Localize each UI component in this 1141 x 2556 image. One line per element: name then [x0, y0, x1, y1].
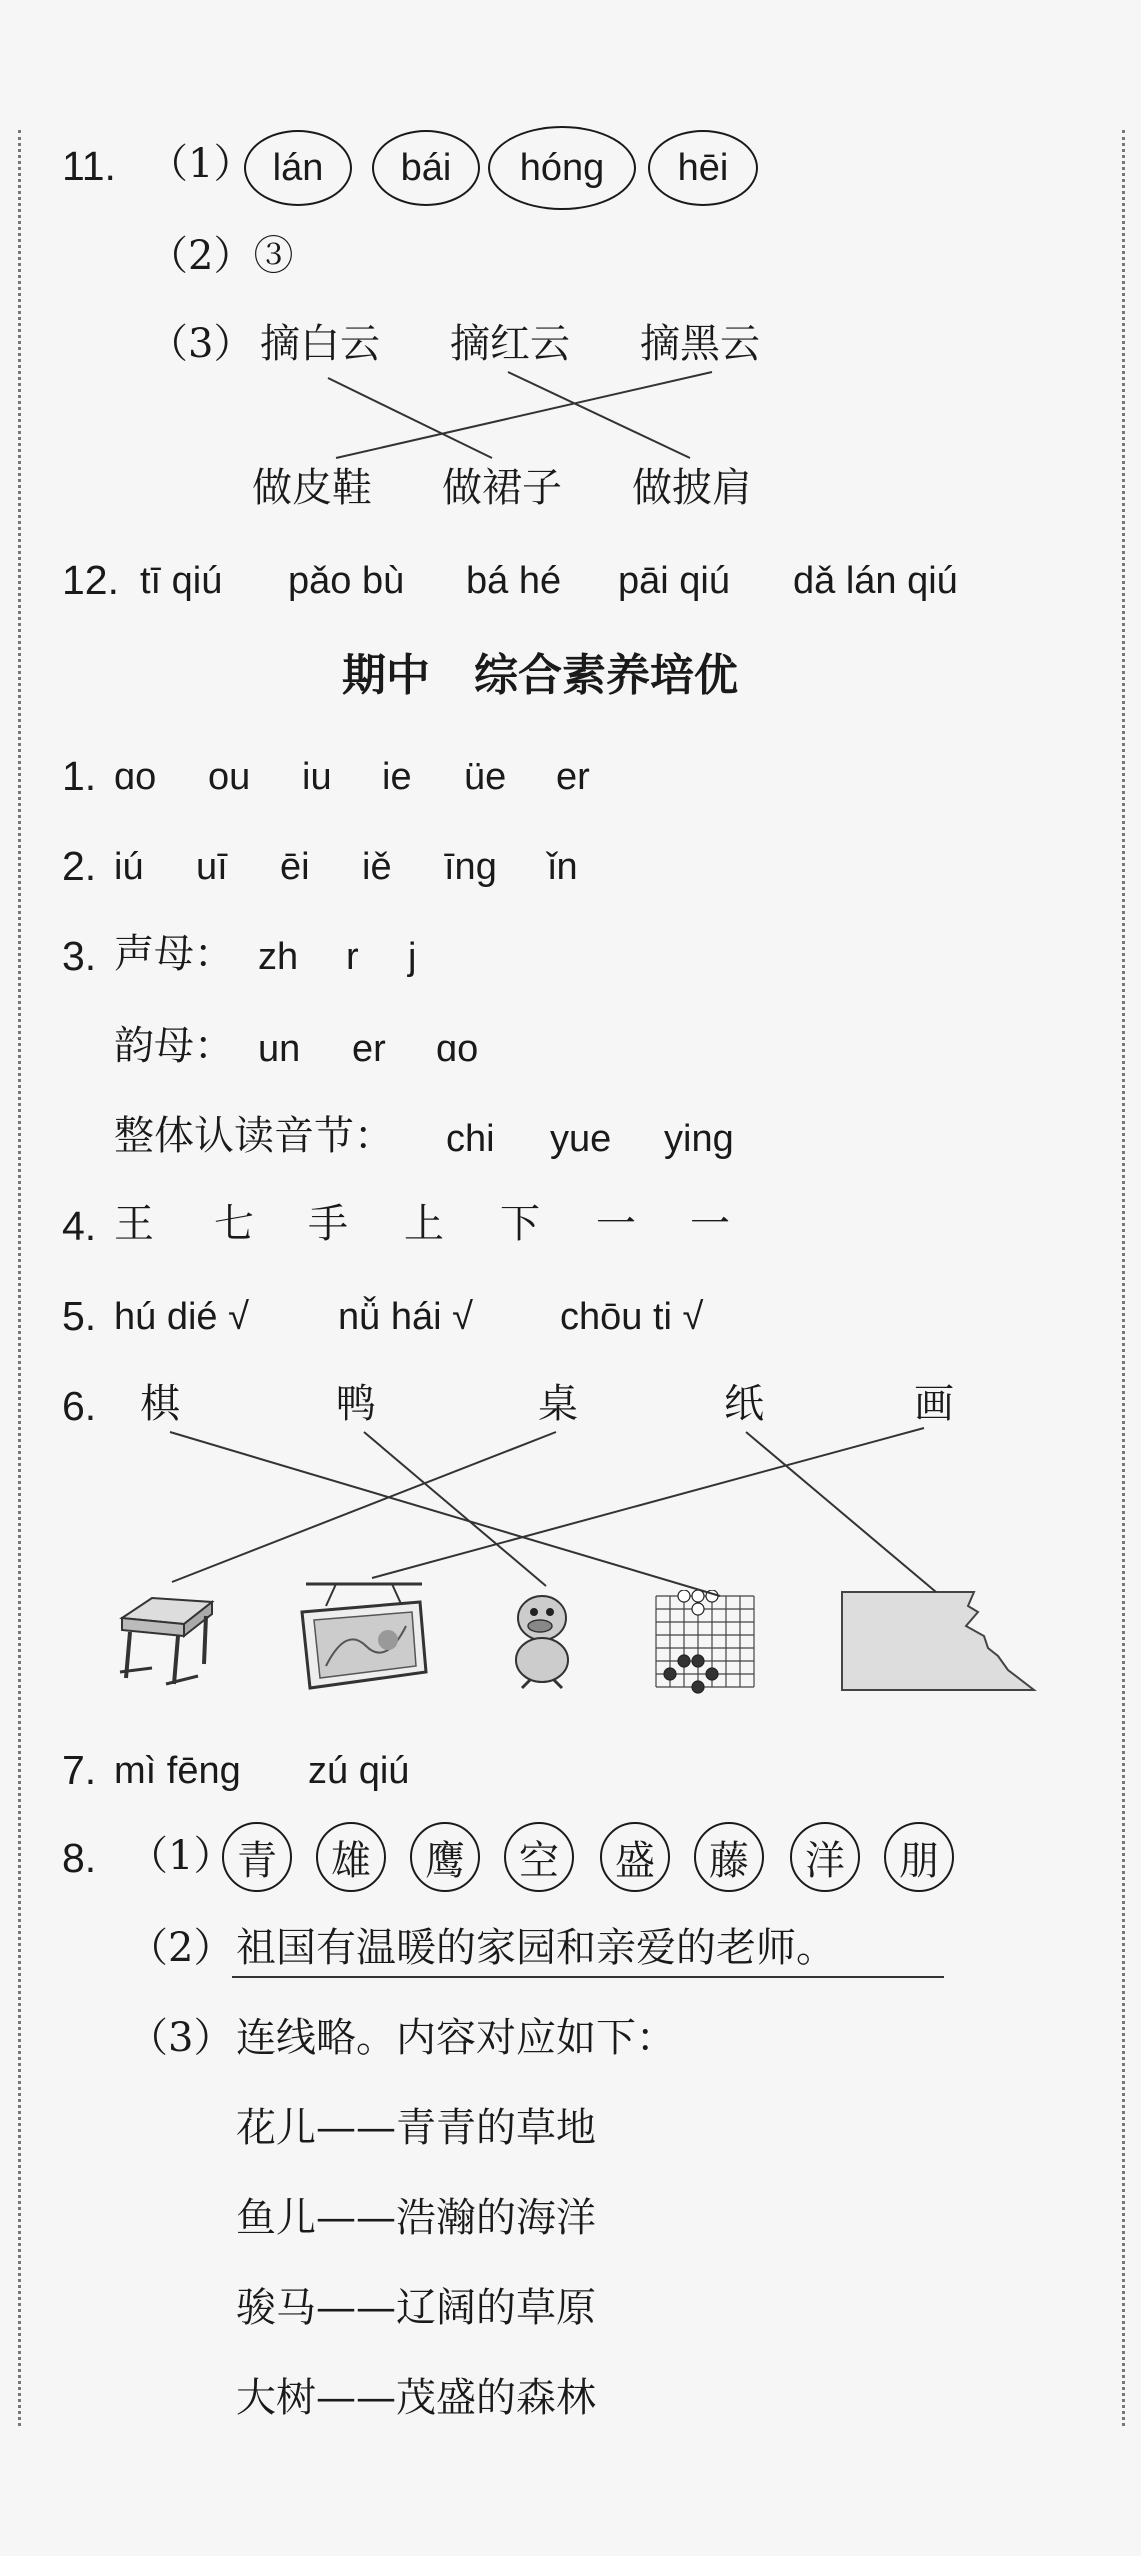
q8-part2-answer: 祖国有温暖的家园和亲爱的老师。 — [236, 1925, 836, 1971]
match-word: 桌 — [538, 1381, 578, 1427]
pinyin-answer: zú qiú — [308, 1750, 410, 1792]
q7-number: 7. — [62, 1747, 97, 1793]
match-word: 鸭 — [336, 1381, 376, 1427]
pair-line: 骏马——辽阔的草原 — [236, 2285, 596, 2331]
pinyin-answer: uī — [196, 846, 228, 888]
hanzi-circle: 青 — [222, 1822, 292, 1892]
hanzi-answer: 一 — [690, 1201, 730, 1247]
pinyin-answer: zh — [258, 936, 299, 978]
pinyin-answer: er — [556, 756, 590, 798]
hanzi-circle: 朋 — [884, 1822, 954, 1892]
pinyin-checked-answer: hú dié √ — [114, 1296, 249, 1338]
match-top-word: 摘白云 — [260, 321, 380, 367]
q3-label-finals: 韵母： — [114, 1023, 234, 1069]
q11-part3-label: （3） — [148, 321, 254, 367]
match-word: 棋 — [140, 1381, 180, 1427]
pinyin-answer: pāi qiú — [618, 560, 730, 602]
match-word: 画 — [914, 1381, 954, 1427]
q3-label-initials: 声母： — [114, 931, 234, 977]
pinyin-answer: ēi — [280, 846, 310, 888]
q8-part1-label: （1） — [128, 1833, 234, 1879]
pinyin-answer: iě — [362, 846, 392, 888]
hanzi-circle: 盛 — [600, 1822, 670, 1892]
pair-line: 花儿——青青的草地 — [236, 2105, 596, 2151]
match-word: 纸 — [724, 1381, 764, 1427]
q11-part2-answer: （2）③ — [148, 233, 294, 279]
match-bottom-word: 做披肩 — [632, 465, 752, 511]
q11-number: 11. — [62, 143, 116, 189]
pinyin-answer: yue — [550, 1118, 612, 1160]
match-line — [746, 1432, 936, 1592]
match-top-word: 摘黑云 — [640, 321, 760, 367]
q11-part1-label: （1） — [148, 141, 254, 187]
hanzi-answer: 上 — [404, 1201, 444, 1247]
match-line — [508, 372, 690, 458]
pinyin-checked-answer: chōu ti √ — [560, 1296, 704, 1338]
q8-part3-label: （3） — [128, 2015, 234, 2061]
pinyin-answer: r — [346, 936, 359, 978]
q8-number: 8. — [62, 1835, 97, 1881]
pinyin-answer: ou — [208, 756, 251, 798]
hanzi-circle: 空 — [504, 1822, 574, 1892]
pair-line: 鱼儿——浩瀚的海洋 — [236, 2195, 596, 2241]
q8-part3-note: 连线略。内容对应如下： — [236, 2015, 676, 2061]
pair-line: 大树——茂盛的森林 — [236, 2375, 596, 2421]
q3-label-whole-syllables: 整体认读音节： — [114, 1113, 394, 1159]
q12-number: 12. — [62, 557, 119, 603]
match-line — [172, 1432, 556, 1582]
match-line — [328, 378, 492, 458]
match-line — [170, 1432, 720, 1596]
pinyin-answer: ǐn — [548, 846, 578, 888]
match-line — [364, 1432, 546, 1586]
pinyin-answer: üe — [464, 756, 507, 798]
hanzi-answer: 王 — [114, 1201, 154, 1247]
pinyin-answer: iú — [114, 846, 144, 888]
pinyin-answer: iu — [302, 756, 332, 798]
q3-number: 3. — [62, 933, 97, 979]
pinyin-oval: lán — [244, 130, 352, 206]
pinyin-answer: chi — [446, 1118, 495, 1160]
match-top-word: 摘红云 — [450, 321, 570, 367]
pinyin-answer: ɑo — [114, 756, 157, 798]
q8-part2-label: （2） — [128, 1925, 234, 1971]
pinyin-answer: mì fēng — [114, 1750, 241, 1792]
hanzi-answer: 手 — [308, 1201, 348, 1247]
pinyin-checked-answer: nǚ hái √ — [338, 1296, 473, 1338]
pinyin-oval: hēi — [648, 130, 758, 206]
pinyin-answer: er — [352, 1028, 386, 1070]
hanzi-circle: 藤 — [694, 1822, 764, 1892]
q2-number: 2. — [62, 843, 97, 889]
pinyin-answer: ie — [382, 756, 412, 798]
pinyin-answer: pǎo bù — [288, 560, 405, 602]
hanzi-answer: 一 — [596, 1201, 636, 1247]
pinyin-answer: tī qiú — [140, 560, 223, 602]
pinyin-answer: bá hé — [466, 560, 562, 602]
q6-number: 6. — [62, 1383, 97, 1429]
pinyin-answer: ɑo — [436, 1028, 479, 1070]
match-line — [372, 1428, 924, 1578]
hanzi-answer: 七 — [214, 1201, 254, 1247]
hanzi-circle: 鹰 — [410, 1822, 480, 1892]
pinyin-oval: hóng — [488, 126, 636, 210]
pinyin-answer: ying — [664, 1118, 734, 1160]
match-bottom-word: 做皮鞋 — [252, 465, 372, 511]
pinyin-answer: un — [258, 1028, 301, 1070]
match-line — [336, 372, 712, 458]
match-bottom-word: 做裙子 — [442, 465, 562, 511]
section-title: 期中 综合素养培优 — [342, 650, 738, 701]
pinyin-answer: dǎ lán qiú — [793, 560, 958, 602]
q5-number: 5. — [62, 1293, 97, 1339]
hanzi-circle: 洋 — [790, 1822, 860, 1892]
pinyin-answer: īng — [444, 846, 497, 888]
hanzi-circle: 雄 — [316, 1822, 386, 1892]
q4-number: 4. — [62, 1203, 97, 1249]
q1-number: 1. — [62, 753, 97, 799]
pinyin-answer: j — [408, 936, 417, 978]
hanzi-answer: 下 — [500, 1201, 540, 1247]
pinyin-oval: bái — [372, 130, 480, 206]
